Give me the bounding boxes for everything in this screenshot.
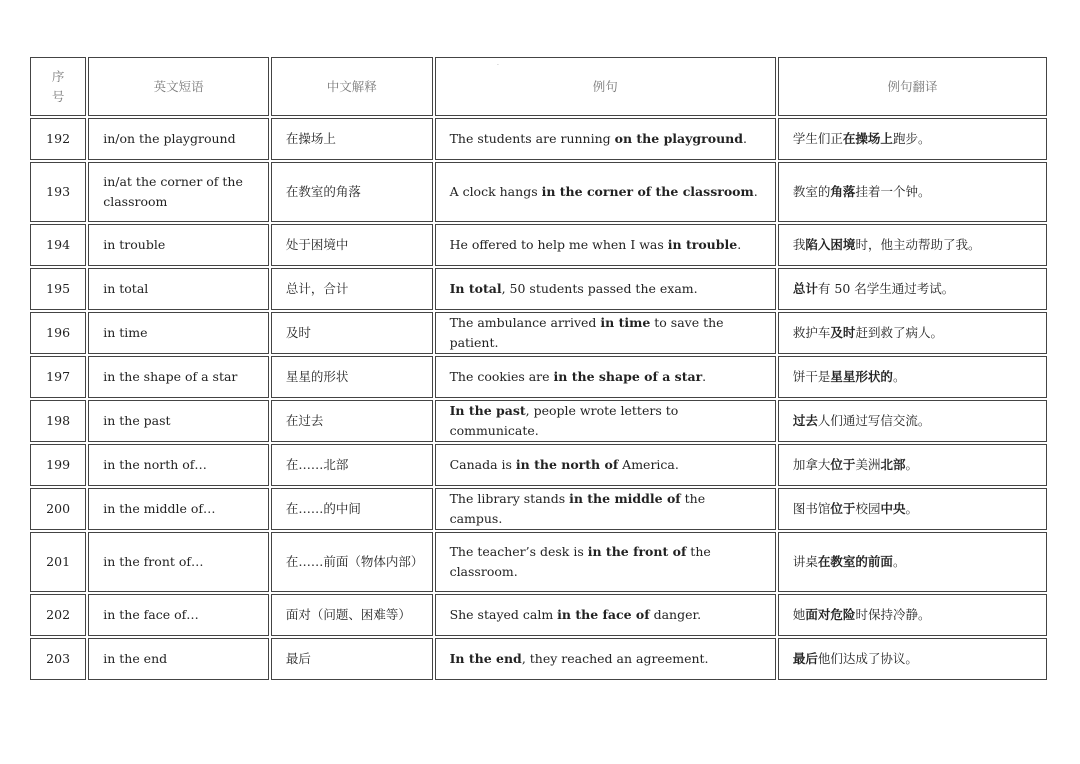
vocab-table (28, 55, 1049, 682)
bold-phrase: 及时 (830, 325, 856, 340)
text-run: 加拿大 (792, 457, 831, 472)
text-run: He offered to help me when I was (449, 237, 668, 252)
text-run: 我 (792, 237, 806, 252)
text-run: The library stands (449, 491, 570, 506)
text-run: to save the patient. (449, 315, 724, 350)
vocab-sheet (30, 57, 1051, 682)
row-number: 199 (30, 444, 86, 486)
bold-phrase: In total (449, 281, 502, 296)
english-phrase: in the middle of… (88, 488, 269, 530)
row-number: 193 (30, 162, 86, 222)
text-run: 图书馆 (792, 501, 831, 516)
text-run: 讲桌 (792, 554, 818, 569)
header-phrase: 英文短语 (88, 57, 269, 116)
text-run: 。 (892, 369, 906, 384)
example-translation (778, 268, 1047, 310)
chinese-meaning: 在……的中间 (271, 488, 433, 530)
bold-phrase: 最后 (792, 651, 818, 666)
text-run: 美洲 (855, 457, 881, 472)
bold-phrase: in time (600, 315, 651, 330)
chinese-meaning: 总计，合计 (271, 268, 433, 310)
chinese-meaning: 在……北部 (271, 444, 433, 486)
example-translation (778, 594, 1047, 636)
english-phrase: in/at the corner of the classroom (88, 162, 269, 222)
text-run: the classroom. (449, 544, 711, 579)
table-row (30, 162, 1047, 222)
example-translation (778, 638, 1047, 680)
example-sentence (435, 532, 776, 592)
chinese-meaning: 在……前面（物体内部） (271, 532, 433, 592)
text-run: . (743, 131, 747, 146)
english-phrase: in the face of… (88, 594, 269, 636)
row-number: 192 (30, 118, 86, 160)
example-sentence (435, 268, 776, 310)
example-translation (778, 356, 1047, 398)
bold-phrase: in trouble (667, 237, 738, 252)
english-phrase: in/on the playground (88, 118, 269, 160)
table-body (30, 118, 1047, 680)
text-run: Canada is (449, 457, 516, 472)
bold-phrase: in the shape of a star (553, 369, 703, 384)
example-sentence (435, 162, 776, 222)
text-run: 。 (905, 457, 918, 472)
text-run: 。 (892, 554, 906, 569)
example-translation (778, 118, 1047, 160)
bold-phrase: 面对危险 (805, 607, 856, 622)
example-translation (778, 162, 1047, 222)
text-run: . (737, 237, 742, 252)
row-number: 201 (30, 532, 86, 592)
table-header-row (30, 57, 1047, 116)
chinese-meaning: 在教室的角落 (271, 162, 433, 222)
header-num (30, 57, 86, 116)
text-run: 挂着一个钟。 (855, 184, 931, 199)
row-number: 196 (30, 312, 86, 354)
example-sentence (435, 444, 776, 486)
example-sentence (435, 638, 776, 680)
table-row (30, 594, 1047, 636)
table-row (30, 268, 1047, 310)
row-number: 198 (30, 400, 86, 442)
header-num-label: 序号 (51, 68, 65, 104)
chinese-meaning: 在过去 (271, 400, 433, 442)
example-sentence (435, 312, 776, 354)
english-phrase: in the front of… (88, 532, 269, 592)
text-run: 饼干是 (792, 369, 831, 384)
bold-phrase: in the middle of (569, 491, 681, 506)
text-run: danger. (649, 607, 702, 622)
text-run: , people wrote letters to communicate. (449, 403, 679, 438)
header-meaning: 中文解释 (271, 57, 433, 116)
bold-phrase: 陷入困境 (805, 237, 856, 252)
row-number: 194 (30, 224, 86, 266)
text-run: The teacher’s desk is (449, 544, 588, 559)
text-run: . (702, 369, 707, 384)
text-run: the campus. (449, 491, 706, 526)
table-row (30, 444, 1047, 486)
text-run: The ambulance arrived (449, 315, 601, 330)
text-run: A clock hangs (449, 184, 542, 199)
example-sentence (435, 118, 776, 160)
text-run: 救护车 (792, 325, 831, 340)
bold-phrase: In the end (449, 651, 522, 666)
text-run: 跑步。 (892, 131, 931, 146)
text-run: The students are running (449, 131, 615, 146)
row-number: 203 (30, 638, 86, 680)
bold-phrase: 角落 (830, 184, 856, 199)
row-number: 200 (30, 488, 86, 530)
table-row (30, 312, 1047, 354)
example-sentence (435, 400, 776, 442)
example-sentence (435, 224, 776, 266)
bold-phrase: 在操场上 (842, 131, 893, 146)
english-phrase: in the end (88, 638, 269, 680)
text-run: , they reached an agreement. (521, 651, 709, 666)
bold-phrase: 位于 (830, 501, 856, 516)
text-run: 时保持冷静。 (855, 607, 931, 622)
chinese-meaning: 面对（问题、困难等） (271, 594, 433, 636)
text-run: 有 50 名学生通过考试。 (817, 281, 955, 296)
text-run: 赶到救了病人。 (855, 325, 943, 340)
english-phrase: in the past (88, 400, 269, 442)
bold-phrase: 总计 (792, 281, 818, 296)
bold-phrase: in the front of (587, 544, 687, 559)
table-row (30, 118, 1047, 160)
text-run: The cookies are (449, 369, 554, 384)
text-run: . (753, 184, 758, 199)
text-run: 校园 (855, 501, 881, 516)
bold-phrase: 过去 (792, 413, 818, 428)
bold-phrase: 中央 (880, 501, 906, 516)
header-example: 例句 (435, 57, 776, 116)
table-row (30, 356, 1047, 398)
example-sentence (435, 488, 776, 530)
english-phrase: in total (88, 268, 269, 310)
chinese-meaning: 在操场上 (271, 118, 433, 160)
text-run: America. (618, 457, 679, 472)
header-translation: 例句翻译 (778, 57, 1047, 116)
row-number: 197 (30, 356, 86, 398)
text-run: 时，他主动帮助了我。 (855, 237, 981, 252)
table-row (30, 532, 1047, 592)
example-translation (778, 400, 1047, 442)
bold-phrase: in the corner of the classroom (541, 184, 754, 199)
english-phrase: in time (88, 312, 269, 354)
text-run: , 50 students passed the exam. (501, 281, 698, 296)
example-sentence (435, 594, 776, 636)
table-row (30, 638, 1047, 680)
bold-phrase: 北部 (880, 457, 906, 472)
chinese-meaning: 星星的形状 (271, 356, 433, 398)
english-phrase: in the north of… (88, 444, 269, 486)
bold-phrase: 位于 (830, 457, 856, 472)
text-run: 她 (792, 607, 806, 622)
bold-phrase: In the past (449, 403, 526, 418)
row-number: 195 (30, 268, 86, 310)
example-translation (778, 488, 1047, 530)
example-translation (778, 444, 1047, 486)
row-number: 202 (30, 594, 86, 636)
bold-phrase: 星星形状的 (830, 369, 893, 384)
text-run: 学生们正 (792, 131, 843, 146)
bold-phrase: 在教室的前面 (817, 554, 893, 569)
chinese-meaning: 最后 (271, 638, 433, 680)
bold-phrase: on the playground (614, 131, 744, 146)
bold-phrase: in the north of (515, 457, 619, 472)
chinese-meaning: 处于困境中 (271, 224, 433, 266)
chinese-meaning: 及时 (271, 312, 433, 354)
example-translation (778, 224, 1047, 266)
example-sentence (435, 356, 776, 398)
example-translation (778, 312, 1047, 354)
table-row (30, 400, 1047, 442)
bold-phrase: in the face of (557, 607, 650, 622)
text-run: 教室的 (792, 184, 831, 199)
table-row (30, 224, 1047, 266)
page-mark: · (497, 62, 499, 69)
text-run: 他们达成了协议。 (817, 651, 918, 666)
text-run: 。 (905, 501, 918, 516)
english-phrase: in the shape of a star (88, 356, 269, 398)
text-run: 人们通过写信交流。 (817, 413, 931, 428)
table-row (30, 488, 1047, 530)
english-phrase: in trouble (88, 224, 269, 266)
text-run: She stayed calm (449, 607, 558, 622)
example-translation (778, 532, 1047, 592)
